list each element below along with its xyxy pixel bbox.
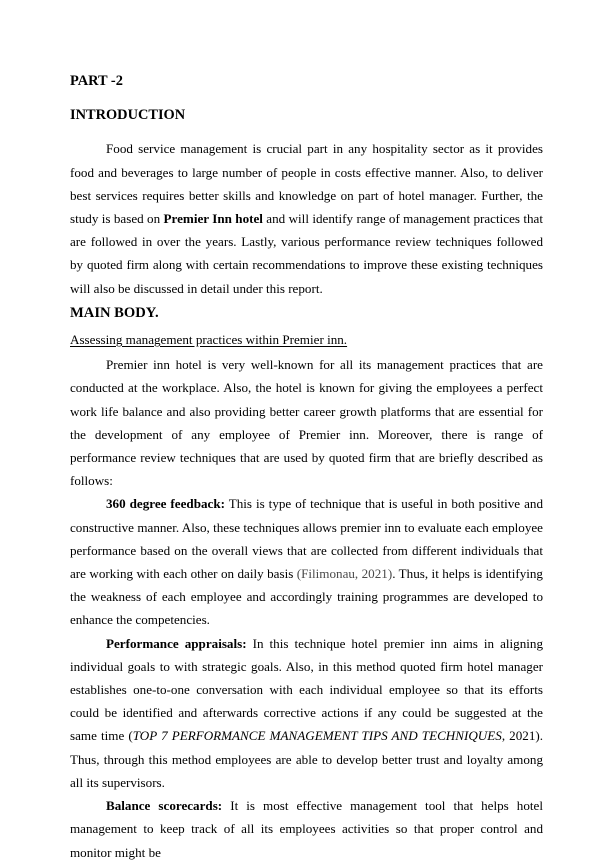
introduction-heading: INTRODUCTION (70, 107, 186, 124)
main-body-heading: MAIN BODY. (70, 304, 159, 321)
paragraph-mb-p2 (70, 492, 543, 631)
intro-p1-run-1: Premier Inn hotel (163, 211, 263, 227)
paragraph-mb-p4 (70, 794, 543, 864)
part-label-heading: PART -2 (70, 73, 123, 89)
intro-p1-run-0: Food service management is crucial part in any hospitality sector as it provides food and beverages to large number of people in costs effective manner. Also, to deliver best services requires better skills and knowledge on part of hotel manager. Further, the study is based on (70, 141, 543, 227)
mb-p3-run-3: , 2021). Thus, through this method employees are able to develop better trust and loyalty among all its supervisors. (70, 728, 543, 790)
mb-p3-run-2: TOP 7 PERFORMANCE MANAGEMENT TIPS AND TECHNIQUES (132, 728, 502, 744)
main-body-content (70, 353, 543, 863)
mb-p2-run-0: 360 degree feedback: (106, 496, 225, 512)
assessing-practices-subheading-text: Assessing management practices within Premier inn. (70, 332, 348, 348)
mb-p3-run-0: Performance appraisals: (106, 635, 247, 651)
paragraph-mb-p3 (70, 632, 543, 794)
mb-p2-run-3: . Thus, it helps is identifying the weakness of each employee and accordingly training programmes are developed to enhance the competencies. (70, 566, 543, 628)
mb-p3-run-1: In this technique hotel premier inn aims in aligning individual goals to with strategic goals. Also, in this method quoted firm hotel manager establishes one-to-one conversation with each individual employee so that its efforts could be identified and afterwards corrective actions if any could be suggested at the same time ( (70, 635, 543, 744)
mb-p4-run-1: It is most effective management tool that helps hotel management to keep track of all its employees activities so that proper control and monitor might be (70, 798, 543, 860)
introduction-body (70, 137, 543, 299)
paragraph-mb-p1 (70, 353, 543, 492)
mb-p1-run-0: Premier inn hotel is very well-known for all its management practices that are conducted at the workplace. Also, the hotel is known for giving the employees a perfect work life balance and also providing better career growth platforms that are essential for the development of any employee of Premier inn. Moreover, there is range of performance review techniques that are used by quoted firm that are briefly described as follows: (70, 357, 543, 489)
intro-p1-run-2: and will identify range of management practices that are followed in over the years. Lastly, various performance review techniques followed by quoted firm along with certain recommendations to improve these existing techniques will also be discussed in detail under this report. (70, 211, 543, 296)
mb-p2-run-2: (Filimonau, 2021) (296, 566, 393, 582)
mb-p4-run-0: Balance scorecards: (106, 798, 223, 814)
mb-p2-run-1: This is type of technique that is useful in both positive and constructive manner. Also, these techniques allows premier inn to evaluate each employee performance based on the overall views that are collected from different individuals that are working with each other on daily basis (70, 496, 543, 582)
assessing-practices-subheading (70, 328, 543, 351)
paragraph-intro-p1 (70, 137, 543, 299)
